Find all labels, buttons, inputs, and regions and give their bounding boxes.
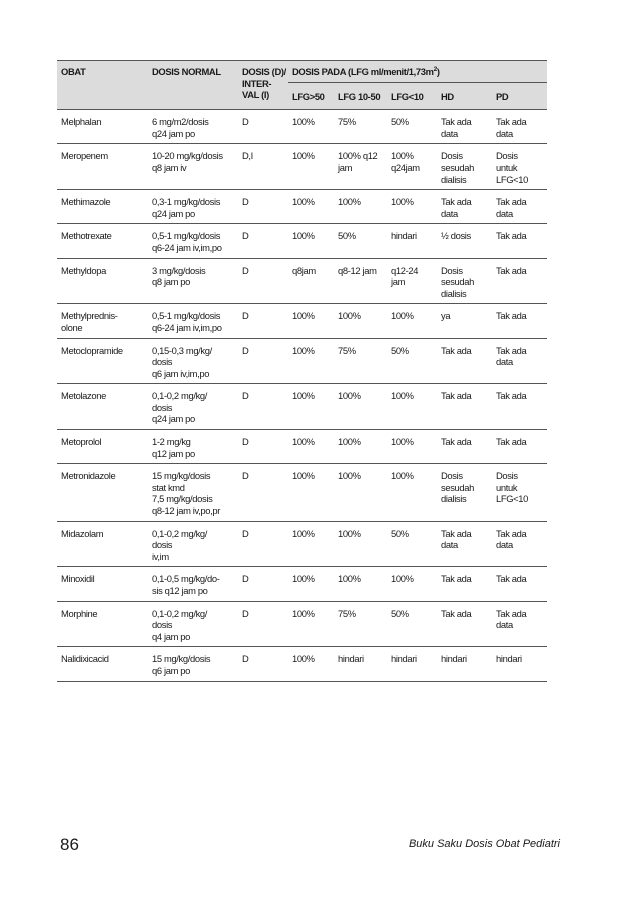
cell-hd: Dosis sesudah dialisis — [437, 464, 492, 521]
cell-lfg50: 100% — [288, 464, 334, 521]
cell-pd: hindari — [492, 647, 547, 681]
header-dosis-pada-close: ) — [436, 66, 440, 77]
cell-dosis: 0,1-0,2 mg/kg/ dosis q4 jam po — [148, 601, 238, 647]
cell-obat: Methotrexate — [57, 224, 148, 258]
cell-di: D — [238, 190, 288, 224]
cell-lfg1050: 75% — [334, 110, 387, 144]
cell-obat: Metoclopramide — [57, 338, 148, 384]
table-row — [57, 338, 547, 384]
table-row — [57, 647, 547, 681]
cell-lfg50: 100% — [288, 567, 334, 601]
cell-dosis: 0,5-1 mg/kg/dosis q6-24 jam iv,im,po — [148, 304, 238, 338]
subheader-hd: HD — [437, 82, 492, 110]
cell-lfg10: 100% — [387, 567, 437, 601]
table-row — [57, 224, 547, 258]
cell-hd: Tak ada — [437, 601, 492, 647]
cell-pd: Dosis untuk LFG<10 — [492, 144, 547, 190]
cell-lfg1050: 100% — [334, 384, 387, 430]
cell-hd: ½ dosis — [437, 224, 492, 258]
table-row — [57, 601, 547, 647]
cell-lfg10: hindari — [387, 224, 437, 258]
cell-lfg50: q8jam — [288, 258, 334, 304]
cell-lfg1050: 50% — [334, 224, 387, 258]
cell-dosis: 0,1-0,5 mg/kg/do- sis q12 jam po — [148, 567, 238, 601]
cell-pd: Tak ada — [492, 258, 547, 304]
table-row — [57, 190, 547, 224]
cell-dosis: 0,5-1 mg/kg/dosis q6-24 jam iv,im,po — [148, 224, 238, 258]
cell-lfg1050: 100% — [334, 430, 387, 464]
cell-lfg50: 100% — [288, 384, 334, 430]
cell-lfg10: 50% — [387, 338, 437, 384]
cell-hd: hindari — [437, 647, 492, 681]
cell-di: D — [238, 224, 288, 258]
cell-di: D — [238, 464, 288, 521]
book-title: Buku Saku Dosis Obat Pediatri — [408, 838, 560, 850]
cell-lfg10: 50% — [387, 110, 437, 144]
cell-lfg10: 50% — [387, 601, 437, 647]
table-row — [57, 110, 547, 144]
cell-obat: Meropenem — [57, 144, 148, 190]
cell-lfg50: 100% — [288, 601, 334, 647]
header-dosis-pada — [288, 61, 547, 83]
cell-hd: Tak ada data — [437, 190, 492, 224]
cell-lfg50: 100% — [288, 521, 334, 567]
cell-lfg50: 100% — [288, 338, 334, 384]
cell-dosis: 10-20 mg/kg/dosis q8 jam iv — [148, 144, 238, 190]
header-dosis-normal: DOSIS NORMAL — [148, 61, 238, 110]
cell-pd: Tak ada data — [492, 338, 547, 384]
table-row — [57, 304, 547, 338]
header-dosis-pada-sup: 2 — [433, 65, 437, 73]
cell-obat: Methyldopa — [57, 258, 148, 304]
cell-di: D — [238, 601, 288, 647]
subheader-pd: PD — [492, 82, 547, 110]
cell-lfg50: 100% — [288, 144, 334, 190]
cell-obat: Morphine — [57, 601, 148, 647]
cell-obat: Methylprednis- olone — [57, 304, 148, 338]
table-row — [57, 430, 547, 464]
table-body — [57, 110, 547, 681]
cell-lfg10: 50% — [387, 521, 437, 567]
cell-lfg10: 100% q24jam — [387, 144, 437, 190]
header-dosis-pada-text: DOSIS PADA (LFG ml/menit/1,73m — [292, 66, 434, 77]
subheader-lfg-10-50: LFG 10-50 — [334, 82, 387, 110]
cell-lfg50: 100% — [288, 110, 334, 144]
cell-dosis: 0,15-0,3 mg/kg/ dosis q6 jam iv,im,po — [148, 338, 238, 384]
page-number: 86 — [60, 835, 79, 854]
cell-dosis: 1-2 mg/kg q12 jam po — [148, 430, 238, 464]
cell-obat: Melphalan — [57, 110, 148, 144]
cell-di: D — [238, 338, 288, 384]
cell-obat: Minoxidil — [57, 567, 148, 601]
cell-obat: Midazolam — [57, 521, 148, 567]
cell-hd: Tak ada data — [437, 521, 492, 567]
table-header-row — [57, 61, 547, 83]
cell-lfg1050: hindari — [334, 647, 387, 681]
cell-lfg1050: 100% — [334, 304, 387, 338]
cell-hd: Tak ada — [437, 430, 492, 464]
cell-obat: Methimazole — [57, 190, 148, 224]
cell-di: D — [238, 110, 288, 144]
subheader-lfg-lt10: LFG<10 — [387, 82, 437, 110]
cell-lfg50: 100% — [288, 430, 334, 464]
cell-di: D — [238, 304, 288, 338]
cell-lfg1050: q8-12 jam — [334, 258, 387, 304]
cell-pd: Tak ada — [492, 304, 547, 338]
cell-lfg10: 100% — [387, 384, 437, 430]
cell-lfg1050: 75% — [334, 338, 387, 384]
cell-lfg50: 100% — [288, 304, 334, 338]
cell-di: D — [238, 384, 288, 430]
cell-lfg10: 100% — [387, 430, 437, 464]
cell-hd: Tak ada data — [437, 110, 492, 144]
cell-lfg1050: 75% — [334, 601, 387, 647]
cell-hd: Tak ada — [437, 567, 492, 601]
cell-pd: Tak ada — [492, 224, 547, 258]
cell-lfg10: 100% — [387, 464, 437, 521]
table-row — [57, 567, 547, 601]
cell-lfg10: 100% — [387, 190, 437, 224]
cell-pd: Tak ada data — [492, 601, 547, 647]
cell-pd: Tak ada data — [492, 521, 547, 567]
header-dosis-interval: DOSIS (D)/ INTER- VAL (I) — [238, 61, 288, 110]
cell-hd: ya — [437, 304, 492, 338]
cell-di: D — [238, 430, 288, 464]
cell-hd: Tak ada — [437, 338, 492, 384]
header-obat: OBAT — [57, 61, 148, 110]
cell-obat: Metoprolol — [57, 430, 148, 464]
cell-lfg1050: 100% — [334, 464, 387, 521]
cell-di: D — [238, 567, 288, 601]
cell-dosis: 15 mg/kg/dosis q6 jam po — [148, 647, 238, 681]
table-row — [57, 521, 547, 567]
cell-di: D — [238, 258, 288, 304]
cell-lfg1050: 100% q12 jam — [334, 144, 387, 190]
subheader-lfg-gt50: LFG>50 — [288, 82, 334, 110]
table-row — [57, 258, 547, 304]
cell-hd: Dosis sesudah dialisis — [437, 144, 492, 190]
table-row — [57, 144, 547, 190]
cell-dosis: 6 mg/m2/dosis q24 jam po — [148, 110, 238, 144]
cell-pd: Tak ada data — [492, 110, 547, 144]
cell-dosis: 3 mg/kg/dosis q8 jam po — [148, 258, 238, 304]
cell-di: D — [238, 521, 288, 567]
cell-lfg50: 100% — [288, 647, 334, 681]
cell-pd: Dosis untuk LFG<10 — [492, 464, 547, 521]
cell-dosis: 0,3-1 mg/kg/dosis q24 jam po — [148, 190, 238, 224]
table-row — [57, 464, 547, 521]
cell-obat: Metolazone — [57, 384, 148, 430]
cell-pd: Tak ada — [492, 384, 547, 430]
cell-lfg10: 100% — [387, 304, 437, 338]
drug-dosage-table — [57, 60, 547, 682]
cell-obat: Nalidixicacid — [57, 647, 148, 681]
cell-pd: Tak ada — [492, 567, 547, 601]
cell-di: D,I — [238, 144, 288, 190]
cell-dosis: 0,1-0,2 mg/kg/ dosis iv,im — [148, 521, 238, 567]
cell-hd: Tak ada — [437, 384, 492, 430]
cell-lfg10: q12-24 jam — [387, 258, 437, 304]
cell-obat: Metronidazole — [57, 464, 148, 521]
table-row — [57, 384, 547, 430]
cell-lfg1050: 100% — [334, 190, 387, 224]
cell-pd: Tak ada — [492, 430, 547, 464]
cell-lfg10: hindari — [387, 647, 437, 681]
cell-lfg50: 100% — [288, 224, 334, 258]
cell-lfg50: 100% — [288, 190, 334, 224]
cell-di: D — [238, 647, 288, 681]
cell-dosis: 15 mg/kg/dosis stat kmd 7,5 mg/kg/dosis q8-12 jam iv,po,pr — [148, 464, 238, 521]
cell-dosis: 0,1-0,2 mg/kg/ dosis q24 jam po — [148, 384, 238, 430]
cell-lfg1050: 100% — [334, 521, 387, 567]
cell-pd: Tak ada data — [492, 190, 547, 224]
cell-hd: Dosis sesudah dialisis — [437, 258, 492, 304]
cell-lfg1050: 100% — [334, 567, 387, 601]
